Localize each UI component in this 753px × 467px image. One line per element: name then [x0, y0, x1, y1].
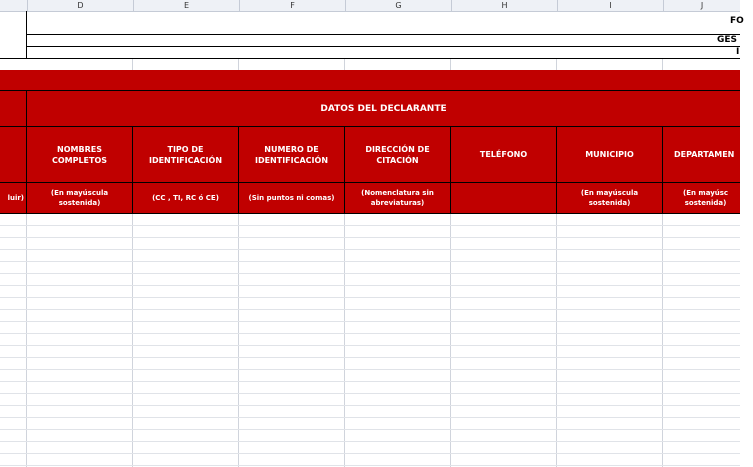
title-divider-1: [27, 34, 740, 35]
column-header-e[interactable]: E: [133, 0, 239, 11]
header-departamento[interactable]: [663, 127, 753, 182]
header-label: DIRECCIÓN DE CITACIÓN: [365, 144, 430, 165]
grid-row-line: [0, 225, 740, 226]
header-label: TELÉFONO: [479, 150, 528, 159]
note-departamento[interactable]: [663, 183, 740, 213]
grid-row-line: [0, 453, 740, 454]
note-direccion[interactable]: [345, 183, 450, 213]
note-label: (En mayúscula sostenida): [50, 189, 109, 207]
section-header-label: DATOS DEL DECLARANTE: [320, 103, 447, 114]
gridline: [450, 59, 451, 70]
note-label: (CC , TI, RC ó CE): [152, 194, 219, 202]
header-label: TIPO DE IDENTIFICACIÓN: [148, 144, 223, 165]
grid-row-line: [0, 333, 740, 334]
note-label: (En mayúscula sostenida): [580, 189, 639, 207]
title-divider-3: [0, 58, 740, 59]
form-title: FO: [730, 16, 744, 26]
header-label: NOMBRES COMPLETOS: [51, 144, 108, 165]
header-numero-identificacion[interactable]: [239, 127, 344, 182]
form-subtitle-2: I: [736, 47, 740, 57]
column-header-g[interactable]: G: [345, 0, 451, 11]
column-header-j[interactable]: J: [663, 0, 740, 11]
section-header-datos-declarante[interactable]: [27, 91, 740, 126]
column-header-bar: [0, 0, 740, 12]
grid-row-line: [0, 429, 740, 430]
column-header-f[interactable]: F: [239, 0, 345, 11]
grid-row-line: [0, 321, 740, 322]
column-header-d[interactable]: D: [27, 0, 133, 11]
grid-row-line: [0, 345, 740, 346]
grid-row-line: [0, 369, 740, 370]
gridline: [238, 59, 239, 70]
header-label: MUNICIPIO: [585, 150, 634, 159]
column-header-c[interactable]: [0, 0, 27, 11]
column-header-h[interactable]: H: [451, 0, 557, 11]
grid-row-line: [0, 465, 740, 466]
note-left-partial[interactable]: [0, 183, 26, 213]
gridline: [662, 59, 663, 70]
header-municipio[interactable]: [557, 127, 662, 182]
title-divider-2: [27, 46, 740, 47]
gridline: [132, 59, 133, 70]
data-grid[interactable]: [0, 214, 740, 467]
gridline: [344, 59, 345, 70]
column-header-i[interactable]: I: [557, 0, 663, 11]
grid-row-line: [0, 441, 740, 442]
note-municipio[interactable]: [557, 183, 662, 213]
header-tipo-identificacion[interactable]: [133, 127, 238, 182]
title-left-border: [26, 11, 27, 59]
note-telefono[interactable]: [451, 183, 556, 213]
grid-row-line: [0, 381, 740, 382]
header-band-top: [0, 70, 740, 90]
header-label: NUMERO DE IDENTIFICACIÓN: [254, 144, 329, 165]
note-label: (Sin puntos ni comas): [248, 194, 335, 202]
grid-row-line: [0, 405, 740, 406]
note-label: luir): [7, 194, 24, 202]
header-telefono[interactable]: [451, 127, 556, 182]
gridline: [556, 59, 557, 70]
form-subtitle: GES: [717, 35, 738, 45]
grid-row-line: [0, 249, 740, 250]
note-numero-identificacion[interactable]: [239, 183, 344, 213]
note-label: (En mayúsc sostenida): [683, 189, 729, 207]
grid-row-line: [0, 261, 740, 262]
grid-row-line: [0, 309, 740, 310]
note-tipo-identificacion[interactable]: [133, 183, 238, 213]
note-label: (Nomenclatura sin abreviaturas): [361, 189, 434, 207]
grid-row-line: [0, 297, 740, 298]
grid-row-line: [0, 417, 740, 418]
grid-row-line: [0, 357, 740, 358]
note-nombres[interactable]: [27, 183, 132, 213]
grid-row-line: [0, 273, 740, 274]
grid-row-line: [0, 393, 740, 394]
header-nombres-completos[interactable]: [27, 127, 132, 182]
header-label: DEPARTAMEN: [674, 150, 735, 159]
header-direccion-citacion[interactable]: [345, 127, 450, 182]
grid-row-line: [0, 237, 740, 238]
grid-row-line: [0, 285, 740, 286]
